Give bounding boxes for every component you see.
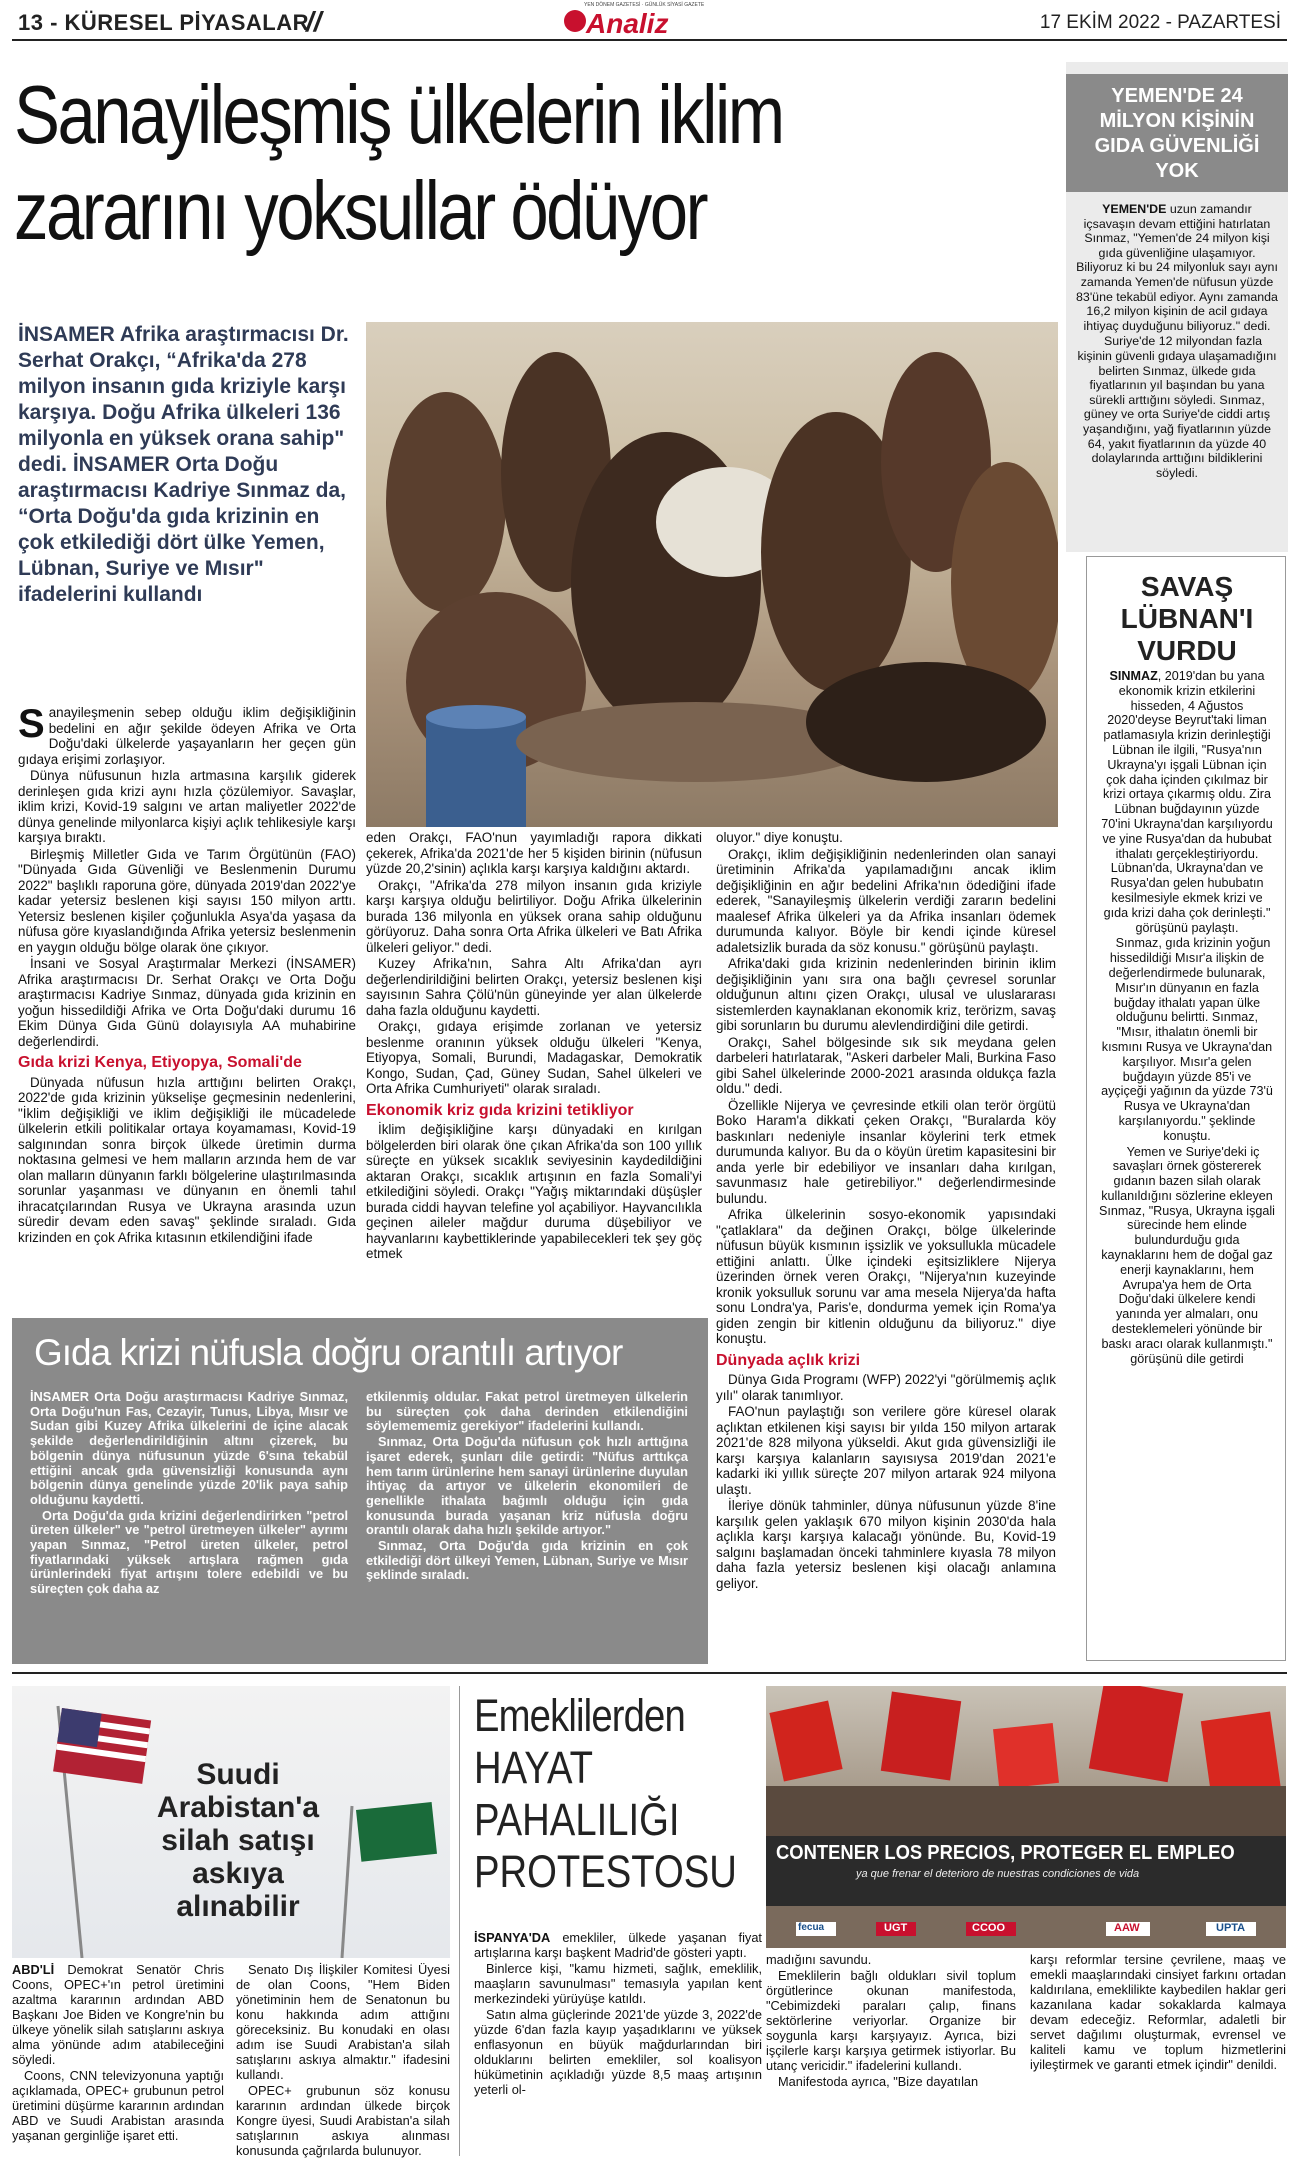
- emekli-title-l4: PROTESTOSU: [474, 1846, 737, 1897]
- suudi-title-l1: Suudi: [196, 1758, 280, 1791]
- suudi-title-l5: alınabilir: [176, 1890, 300, 1923]
- col3-para-3: Afrika'daki gıda krizinin nedenlerinden birinin iklim değişikliğinin yanı sıra ona bağlı çevresel sorunlar olduğunun altını çizen Orakçı, ulusal ve uluslararası sistemlerden kaynaklanan ekonomik kriz, terörizm, savaş gibi sorunların bu durumu alevlendirdiğini dile getirdi.: [716, 956, 1056, 1033]
- col1-para-3: İnsani ve Sosyal Araştırmalar Merkezi (İNSAMER) Afrika araştırmacısı Dr. Serhat Orakçı ve Orta Doğu araştırmacısı Kadriye Sınmaz, dünyada gıda krizinin en yoğun hissedildiği Afrika ve Orta Doğu'daki durumu 16 Ekim Dünya Gıda Günü dolayısıyla AA muhabirine değerlendirdi.: [18, 956, 356, 1049]
- logo-swoosh-icon: [564, 10, 586, 32]
- issue-date: 17 EKİM 2022 - PAZARTESİ: [1039, 12, 1281, 33]
- suudi-first: Demokrat Senatör Chris Coons, OPEC+'ın petrol üretimini azaltma kararının ardından ABD Başkanı Joe Biden ve Kongre'nin bu ülkeye yönelik silah satışlarını askıya alma yönünde adım atabileceğini söyledi.: [12, 1962, 224, 2067]
- lubnan-para-2: Yemen ve Suriye'deki iç savaşları örnek göstererek gıdanın bazen silah olarak kullanıldığını sözlerine ekleyen Sınmaz, "Rusya, Ukrayna işgali sürecinde hem elinde bulundurduğu gıda kaynaklarını hem de doğal gaz enerji kaynaklarını, hem Avrupa'ya hem de Orta Doğu'daki ülkelere kendi yanında yer almaları, onu desteklemeleri yönünde bir baskı aracı olarak kullanmıştı." görüşünü dile getirdi: [1099, 1144, 1275, 1366]
- col3-subhead: Dünyada açlık krizi: [716, 1351, 861, 1369]
- gida-box-left: [30, 1390, 348, 1598]
- emekli-para-m3: Manifestoda ayrıca, "Bize dayatılan: [778, 2074, 979, 2089]
- gida-right-para-2: Sınmaz, Orta Doğu'da nüfusun çok hızlı arttığına işaret ederek, şunları dile getirdi: "Nüfus arttıkça hem tarım ürünlerine hem sanayi ürünlerine duyulan ihtiyaç da artıyor ve ülkelerin ekonomileri de genellikle ithalata bağımlı olduğu için gıda konusunda burada yaşanan kriz nüfusla doğru orantılı olarak daha hızlı şekilde artıyor.": [366, 1434, 688, 1538]
- col1-para-1: Dünya nüfusunun hızla artmasına karşılık giderek derinleşen gıda krizi aynı hızla çözülemiyor. Savaşlar, iklim krizi, Kovid-19 salgını ve artan maliyetler 2022'de dünya genelinde milyonlarca kişiyi açlık tehlikesiyle karşı karşıya bıraktı.: [18, 768, 356, 845]
- emekli-lead-word: İSPANYA'DA: [474, 1930, 551, 1945]
- col2-para-5: İklim değişikliğine karşı dünyadaki en kırılgan bölgelerden biri olarak öne çıkan Afrika'da son 100 yıllık süreçte en yüksek sıcaklık seviyesinin kaydedildiğini aktaran Orakçı, sıcaklık artışının en fazla Somali'yi etkilediğini söyledi. Orakçı "Yağış miktarındaki düşüşler burada ciddi hayvan telefine yol açabiliyor. Hayvancılıkla geçinen aileler mağdur duruma düşebiliyor ve hayvanlarını kaybettiklerinde yapabilecekleri tek şey göç etmek: [366, 1122, 702, 1261]
- yemen-para-2: Suriye'de 12 milyondan fazla kişinin güvenli gıdaya ulaşamadığını belirten Sınmaz, ülkede gıda fiyatlarının yıl başından bu yana sürekli arttığını söyledi. Sınmaz, güney ve orta Suriye'de ciddi artış yaşandığını, yağ fiyatlarının yüzde 64, yakıt fiyatlarının da yüzde 40 dolaylarında arttığını bildiklerini söyledi.: [1077, 334, 1277, 480]
- emekli-para-m2: Emeklilerin bağlı oldukları sivil toplum örgütlerince okunan manifestoda, "Cebimizdeki paraları çalıp, finans sektörlerine veriyorlar. Organize bir soygunla karşı karşıyayız. Ayrıca, bizi işçilerle karşı karşıya getirmek istiyorlar. Bu utanç vericidir." ifadelerini kullandı.: [766, 1968, 1016, 2073]
- lubnan-title: SAVAŞ LÜBNAN'I VURDU: [1120, 571, 1254, 666]
- col2-para-1: eden Orakçı, FAO'nun yayımladığı rapora dikkati çekerek, Afrika'da 2021'de her 5 kişiden birinin (nüfusun yüzde 20,2'sinin) açlıkla karşı karşıya kaldığını aktardı.: [366, 830, 702, 876]
- suudi-col-left: [12, 1962, 224, 2144]
- emekli-title: [474, 1690, 754, 1898]
- col3-para-4: Orakçı, Sahel bölgesinde sık sık meydana gelen darbeleri hatırlatarak, "Askeri darbeler Mali, Burkina Faso gibi Sahel ülkelerinde 2000-2021 arasında oldukça fazla oldu." dedi.: [716, 1034, 1056, 1096]
- col3-para-5: Özellikle Nijerya ve çevresinde etkili olan terör örgütü Boko Haram'a dikkati çeken Orakçı, "Buralarda köy baskınları nedeniyle insanlar köylerini terk etmek durumunda kalıyor. Bu da o köyün üretim kapasitesini bir anda yerle bir edebiliyor ve insanları daha kırılgan, savunmasız hale getirebiliyor." değerlendirmesinde bulundu.: [716, 1097, 1056, 1206]
- col3-para-6: Afrika ülkelerinin sosyo-ekonomik yapısındaki "çatlaklara" da değinen Orakçı, bölge ülkelerinde nüfusun büyük kısmının işsizlik ve yoksullukla mücadele ettiğini anlattı. Ülke içindeki eşitsizliklere Nijerya üzerinden örnek veren Orakçı, "Nijerya'nın kuzeyinde kronik yoksulluk sorunu var ama mesela Nijerya'da hafta sonu Londra'ya, Paris'e, dondurma yemek için Roma'ya giden zengin bir kitlenin olduğunu da biliyoruz." diye konuştu.: [716, 1207, 1056, 1346]
- suudi-title: [108, 1758, 368, 1923]
- gida-right-para-3: Sınmaz, Orta Doğu'da gıda krizinin en çok etkilediği dört ülkeyi Yemen, Lübnan, Suriye ve Mısır şeklinde sıraladı.: [366, 1538, 688, 1583]
- suudi-image: [12, 1686, 450, 1958]
- lubnan-sidebar: [1086, 556, 1286, 1661]
- col1-subhead: Gıda krizi Kenya, Etiyopya, Somali'de: [18, 1054, 302, 1071]
- africa-photo-illustration: [366, 322, 1058, 827]
- headline-line-2: zararını yoksullar ödüyor: [14, 164, 707, 257]
- col3-para-2: Orakçı, iklim değişikliğinin nedenlerinden olan sanayi üretiminin Afrika'da yapılamadığını ancak iklim değişikliğinin en ağır bedelini Afrika'nın ödediğini ifade ederek, "Sanayileşmiş ülkelerin verdiği zararın bedelini maalesef Afrika ülkeleri ya da Afrika insanları ödemek durumunda kalıyor. Böyle bir kendi içinde küresel adaletsizlik burada da söz konusu." görüşünü paylaştı.: [716, 846, 1056, 955]
- header-bar: [0, 0, 1299, 40]
- section-divider: [12, 1672, 1287, 1674]
- yemen-body: [1076, 202, 1278, 481]
- emekli-title-l1: Emeklilerden: [474, 1690, 685, 1741]
- lead-paragraph: İNSAMER Afrika araştırmacısı Dr. Serhat Orakçı, “Afrika'da 278 milyon insanın gıda kriziyle karşı karşıya. Doğu Afrika ülkeleri 136 milyonla en yüksek orana sahip" dedi. İNSAMER Orta Doğu araştırmacısı Kadriye Sınmaz da, “Orta Doğu'da gıda krizinin en çok etkilediği dört ülke Yemen, Lübnan, Suriye ve Mısır" ifadelerini kullandı: [18, 323, 349, 606]
- suudi-para-r2: OPEC+ grubunun söz konusu kararının ardından ülkede birçok Kongre üyesi, Suudi Arabistan'a silah satışlarının askıya alınması konusunda çağrılarda bulunuyor.: [236, 2083, 450, 2158]
- gida-right-para-1: etkilenmiş oldular. Fakat petrol üretmeyen ülkelerin bu süreçten çok daha derinden etkilendiğini söylemememiz gerekiyor" ifadelerini kullandı.: [366, 1389, 688, 1434]
- emekli-title-l2: HAYAT: [474, 1742, 594, 1793]
- protest-banner-sub: ya que frenar el deterioro de nuestras condiciones de vida: [856, 1868, 1140, 1880]
- section-label: 13 - KÜRESEL PİYASALAR: [18, 10, 309, 35]
- lubnan-body: [1099, 669, 1275, 1367]
- yemen-title: YEMEN'DE 24 MİLYON KİŞİNİN GIDA GÜVENLİĞİ YOK: [1094, 85, 1260, 182]
- headline-line-1: Sanayileşmiş ülkelerin iklim: [14, 68, 783, 161]
- col1-first: anayileşmenin sebep olduğu iklim değişikliğinin bedelini en ağır şekilde ödeyen Afrika ve Orta Doğu'daki ülkelerde yaşayanların her geçen gün gıdaya erişimi zorlaşıyor.: [18, 705, 356, 767]
- article-col-3: [716, 830, 1056, 1592]
- header-rule: [12, 39, 1287, 41]
- col3-para-7: Dünya Gıda Programı (WFP) 2022'yi "görülmemiş açlık yılı" olarak tanımlıyor.: [716, 1372, 1056, 1403]
- gida-left-para-1: İNSAMER Orta Doğu araştırmacısı Kadriye Sınmaz, Orta Doğu'nun Fas, Cezayir, Tunus, Libya, Mısır ve Sudan gibi Kuzey Afrika ülkelerini de içine alacak şekilde değerlendirildiğinin altını çizerek, bu bölgenin dünya nüfusunun yüzde 6'sına tekabül ettiğini ancak gıda güvensizliği konusunda aynı bölgenin dünya genelinde yüzde 20'lik paya sahip olduğunu kaydetti.: [30, 1389, 348, 1507]
- col1-para-2: Birleşmiş Milletler Gıda ve Tarım Örgütünün (FAO) "Dünyada Gıda Güvenliği ve Beslenmenin Durumu 2022" başlıklı raporuna göre, dünyada 2019'dan 2022'ye kadar yetersiz beslenen kişi sayısı 150 milyon arttı. Yetersiz beslenen kişiler çoğunlukla Asya'da yaşasa da nüfusa göre kıyaslandığında Afrika yetersiz beslenmenin en yaygın olduğu bölge olarak öne çıkıyor.: [18, 846, 356, 955]
- protest-logo-fecua: fecua: [798, 1922, 825, 1933]
- suudi-title-l3: silah satışı: [161, 1824, 315, 1857]
- dropcap: S: [18, 702, 45, 746]
- emekli-col-mid: [766, 1952, 1016, 2090]
- col2-para-3: Kuzey Afrika'nın, Sahra Altı Afrika'dan ayrı değerlendirildiğini belirten Orakçı, yetersiz beslenen kişi sayısının Sahra Çölü'nün güneyinde yer alan ülkelerde daha fazla olduğunu kaydetti.: [366, 956, 702, 1018]
- protest-flags-illustration: [766, 1686, 1286, 1948]
- emekli-first: emekliler, ülkede yaşanan fiyat artışlarına karşı başkent Madrid'de gösteri yaptı.: [474, 1930, 762, 1960]
- protest-logo-ugt: UGT: [884, 1922, 908, 1934]
- suudi-title-l4: askıya: [192, 1857, 284, 1890]
- logo: [562, 2, 748, 38]
- protest-logo-upta: UPTA: [1216, 1922, 1246, 1934]
- lubnan-para-1: Sınmaz, gıda krizinin yoğun hissedildiği Mısır'a ilişkin de değerlendirmede bulunarak, Mısır'ın dünyanın en fazla buğday ithalatı yapan ülke olduğunu belirtti. Sınmaz, "Mısır, ithalatın önemli bir kısmını Rusya ve Ukrayna'dan karşılıyor. Mısır'a gelen buğdayın yüzde 85'i ve ayçiçeği yağının da yüzde 73'ü Rusya ve Ukrayna'dan karşılanıyordu." şeklinde konuştu.: [1101, 936, 1273, 1143]
- col2-para-2: Orakçı, "Afrika'da 278 milyon insanın gıda kriziyle karşı karşıya olduğu belirtiliyor. Doğu Afrika ülkelerinin burada 136 milyonla en yüksek orana sahip olduğunu görüyoruz. Daha sonra Orta Afrika ülkeleri ve Batı Afrika ülkeleri geliyor." dedi.: [366, 877, 702, 955]
- col2-subhead: Ekonomik kriz gıda krizini tetikliyor: [366, 1101, 634, 1119]
- col3-para-1: oluyor." diye konuştu.: [716, 830, 843, 845]
- gida-box-right: [366, 1390, 688, 1584]
- gida-box: [12, 1318, 708, 1664]
- emekli-col-right: [1030, 1952, 1286, 2073]
- col3-para-8: FAO'nun paylaştığı son verilere göre küresel olarak açlıktan etkilenen kişi sayısı bir yılda 150 milyon artarak 2021'de 828 milyona yükseldi. Akut gıda güvensizliği ile karşı karşıya kalanların sayısıysa 2019'dan 2021'e kadarki iki yıllık süreçte 207 milyon artarak 924 milyona ulaştı.: [716, 1404, 1056, 1497]
- headline: [14, 70, 1054, 256]
- protest-logo-aaw: AAW: [1114, 1922, 1140, 1934]
- protest-logo-ccoo: CCOO: [972, 1922, 1005, 1934]
- col3-para-9: İleriye dönük tahminler, dünya nüfusunun yüzde 8'ine karşılık gelen yaklaşık 670 milyon kişinin 2030'da hala açlıkla karşı karşıya kalacağı yönünde. Bu, Kovid-19 salgını başlamadan önceki tahminlere kıyasla 78 milyon daha fazla yetersiz beslenen kişi olacağı anlamına geliyor.: [716, 1498, 1056, 1591]
- africa-photo: [366, 322, 1058, 827]
- emekli-para-2: Satın alma güçlerinde 2021'de yüzde 3, 2022'de yüzde 6'dan fazla kayıp yaşadıklarını ve yüksek enflasyonun en büyük mağdurlarından biri olduklarını belirten emekliler, sol koalisyon hükümetinin açıkladığı yüzde 8,5 maaş artışının yeterli ol-: [474, 2007, 762, 2097]
- emekli-para-m1: madığını savundu.: [766, 1952, 872, 1967]
- emekli-para-r1: karşı reformlar tersine çevrilene, maaş ve emekli maaşlarındaki cinsiyet farkını ortadan kaldırılana, emeklilikte kaybedilen haklar geri kazanılana kadar sokaklarda kalmaya devam edeceğiz. Reformlar, adaletli bir servet dağılımı oluşturmak, evrensel ve kaliteli kamu ve toplum hizmetlerini iyileştirmek ve garanti etmek içindir" denildi.: [1030, 1952, 1286, 2072]
- yemen-first: uzun zamandır içsavaşın devam ettiğini hatırlatan Sınmaz, "Yemen'de 24 milyon kişi gıda güvenliğine ulaşamıyor. Biliyoruz ki bu 24 milyonluk sayı aynı zamanda Yemen'de nüfusun yüzde 83'üne tekabül ediyor. Aynı zamanda 16,2 milyon kişinin de acil gıdaya ihtiyaç duyduğunu biliyoruz." dedi.: [1076, 202, 1278, 333]
- section-slashes-icon: //: [306, 6, 322, 37]
- suudi-para-r1: Senato Dış İlişkiler Komitesi Üyesi de olan Coons, "Hem Biden yönetiminin hem de Senatonun bu konu hakkında adım attığını göreceksiniz. Bu konudaki en olası adım ise Suudi Arabistan'a silah satışlarını askıya almaktır." ifadesini kullandı.: [236, 1962, 450, 2082]
- suudi-para-1: Coons, CNN televizyonuna yaptığı açıklamada, OPEC+ grubunun petrol üretimini düşürme kararının ardından ABD ve Suudi Arabistan arasında yaşanan gerginliğe işaret etti.: [12, 2068, 224, 2143]
- col2-para-4: Orakçı, gıdaya erişimde zorlanan ve yetersiz beslenme oranının yüksek olduğu ülkeleri "Kenya, Etiyopya, Somali, Burundi, Madagaskar, Demokratik Kongo, Sudan, Çad, Güney Sudan, Sahel ülkeleri ve Orta Afrika Cumhuriyeti" olarak sıraladı.: [366, 1019, 702, 1096]
- suudi-title-l2: Arabistan'a: [156, 1791, 320, 1824]
- suudi-col-right: [236, 1962, 450, 2159]
- protest-photo: [766, 1686, 1286, 1948]
- gida-left-para-2: Orta Doğu'da gıda krizini değerlendirirken "petrol üreten ülkeler" ve "petrol üretmeyen ülkeler" ayrımı yapan Sınmaz, "Petrol üreten ülkeler, petrol fiyatlarındaki yüksek artışlara rağmen gıda ürünlerindeki fiyat artışını tolere edebildi ve bu süreçten çok daha az: [30, 1507, 348, 1597]
- logo-text: Analiz: [586, 8, 669, 39]
- emekli-col-left: [474, 1930, 762, 2098]
- yemen-lead-word: YEMEN'DE: [1102, 202, 1167, 216]
- col1-para-4: Dünyada nüfusun hızla arttığını belirten Orakçı, 2022'de gıda krizinin yükselişe geçmesinin nedenlerini, "İklim değişikliği ve iklim değişikliği ile mücadelede ülkelerin etkili politikalar ortaya koyamaması, Kovid-19 salgınından sonra birçok ülkede üretimin durma noktasına gelmesi ve hem malların arzında hem de var olan malların dünyanın farklı bölgelerine ulaştırılmasında sorunlar yaşanması ve dünyanın en önemli tahıl ihracatçılarından Rusya ve Ukrayna arasında uzun süredir devam eden savaş" şeklinde sıraladı. Gıda krizinden en çok Afrika kıtasının etkilendiğini ifade: [18, 1074, 356, 1245]
- lubnan-first: , 2019'dan bu yana ekonomik krizin etkilerini hisseden, 4 Ağustos 2020'deyse Beyrut'taki liman patlamasıyla krizin derinleştiği Lübnan ile ilgili, "Rusya'nın Ukrayna'yı işgali Lübnan için çok daha içinden çıkılmaz bir krizi ortaya çıkarmış oldu. Zira Lübnan buğdayının yüzde 70'ini Ukrayna'dan karşılıyordu ve yine Rusya'dan da hububat ithalatı gerçekleştiriyordu. Lübnan'da, Ukrayna'dan ve Rusya'dan gelen hububatın kesilmesiyle ekmek krizi ve gıda krizi daha çok derinleşti." görüşünü paylaştı.: [1101, 669, 1273, 935]
- lubnan-lead-word: SINMAZ: [1109, 669, 1158, 683]
- article-col-2: [366, 830, 702, 1263]
- yemen-sidebar: [1066, 62, 1288, 552]
- emekli-para-1: Binlerce kişi, "kamu hizmeti, sağlık, emeklilik, maaşların savunulması" temasıyla yapılan kent merkezindeki yürüyüşe katıldı.: [474, 1961, 762, 2006]
- logo-tagline: YEN DÖNEM GAZETESİ · GÜNLÜK SİYASİ GAZETE: [584, 2, 705, 8]
- protest-banner-text: CONTENER LOS PRECIOS, PROTEGER EL EMPLEO: [776, 1842, 1235, 1864]
- suudi-lead-word: ABD'Lİ: [12, 1962, 55, 1977]
- gida-box-title: Gıda krizi nüfusla doğru orantılı artıyor: [34, 1332, 623, 1373]
- article-col-1: [18, 702, 356, 1246]
- vertical-divider: [459, 1686, 460, 2156]
- yemen-title-box: [1066, 74, 1288, 192]
- emekli-title-l3: PAHALILIĞI: [474, 1794, 680, 1845]
